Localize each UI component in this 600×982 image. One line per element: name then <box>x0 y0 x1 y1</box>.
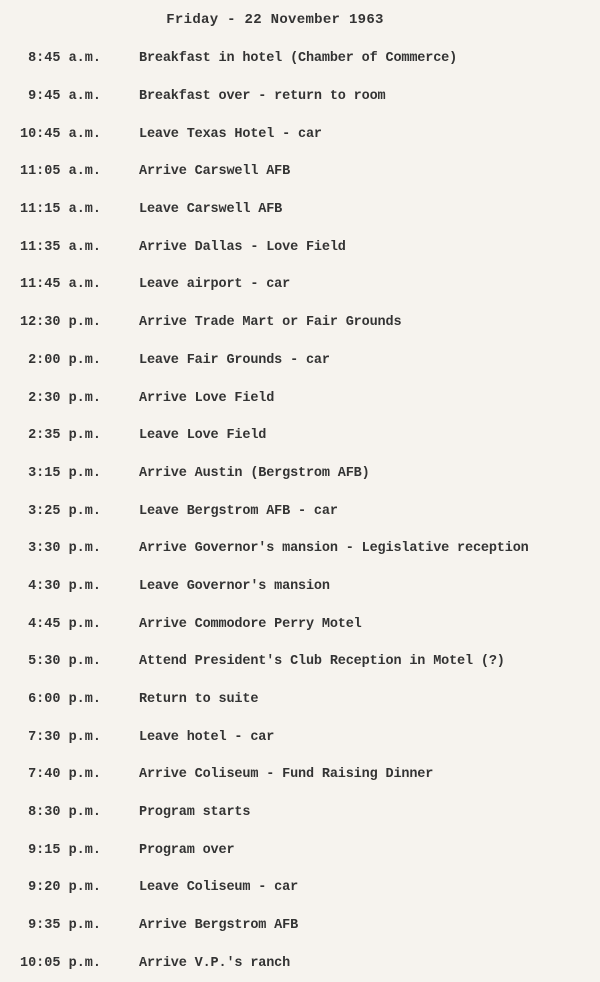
list-item <box>0 756 600 794</box>
entry-event: Return to suite <box>139 692 258 707</box>
list-item <box>0 191 600 229</box>
list-item <box>0 115 600 153</box>
entry-time: 2:30 p.m. <box>0 391 103 406</box>
entry-event: Arrive V.P.'s ranch <box>139 956 290 971</box>
list-item <box>0 907 600 945</box>
entry-time: 12:30 p.m. <box>0 315 103 330</box>
entry-event: Leave hotel - car <box>139 730 274 745</box>
entry-event: Arrive Governor's mansion - Legislative reception <box>139 541 529 556</box>
entry-event: Arrive Bergstrom AFB <box>139 918 298 933</box>
entry-time: 8:30 p.m. <box>0 805 103 820</box>
entry-event: Leave Love Field <box>139 428 266 443</box>
list-item <box>0 869 600 907</box>
list-item <box>0 643 600 681</box>
list-item <box>0 794 600 832</box>
list-item <box>0 492 600 530</box>
entry-time: 5:30 p.m. <box>0 654 103 669</box>
entry-event: Arrive Love Field <box>139 391 274 406</box>
list-item <box>0 153 600 191</box>
entry-time: 9:15 p.m. <box>0 843 103 858</box>
entry-event: Arrive Trade Mart or Fair Grounds <box>139 315 401 330</box>
entry-time: 9:35 p.m. <box>0 918 103 933</box>
entry-time: 4:30 p.m. <box>0 579 103 594</box>
list-item <box>0 681 600 719</box>
list-item <box>0 40 600 78</box>
entry-event: Leave Texas Hotel - car <box>139 127 322 142</box>
schedule-list <box>0 40 600 982</box>
entry-event: Leave Bergstrom AFB - car <box>139 504 338 519</box>
entry-time: 3:25 p.m. <box>0 504 103 519</box>
list-item <box>0 605 600 643</box>
entry-event: Leave Coliseum - car <box>139 880 298 895</box>
entry-time: 7:40 p.m. <box>0 767 103 782</box>
list-item <box>0 417 600 455</box>
entry-event: Breakfast over - return to room <box>139 89 386 104</box>
entry-event: Arrive Carswell AFB <box>139 164 290 179</box>
entry-event: Arrive Dallas - Love Field <box>139 240 346 255</box>
list-item <box>0 266 600 304</box>
entry-time: 7:30 p.m. <box>0 730 103 745</box>
entry-event: Leave airport - car <box>139 277 290 292</box>
entry-event: Attend President's Club Reception in Motel (?) <box>139 654 505 669</box>
list-item <box>0 228 600 266</box>
entry-time: 10:45 a.m. <box>0 127 103 142</box>
list-item <box>0 379 600 417</box>
entry-event: Arrive Austin (Bergstrom AFB) <box>139 466 370 481</box>
list-item <box>0 342 600 380</box>
list-item <box>0 831 600 869</box>
page-title: Friday - 22 November 1963 <box>0 12 550 28</box>
entry-event: Program starts <box>139 805 250 820</box>
entry-event: Leave Governor's mansion <box>139 579 330 594</box>
list-item <box>0 568 600 606</box>
entry-time: 3:30 p.m. <box>0 541 103 556</box>
entry-event: Arrive Coliseum - Fund Raising Dinner <box>139 767 433 782</box>
entry-time: 11:35 a.m. <box>0 240 103 255</box>
entry-time: 11:15 a.m. <box>0 202 103 217</box>
entry-time: 9:20 p.m. <box>0 880 103 895</box>
list-item <box>0 945 600 982</box>
list-item <box>0 78 600 116</box>
entry-time: 10:05 p.m. <box>0 956 103 971</box>
list-item <box>0 455 600 493</box>
entry-time: 8:45 a.m. <box>0 51 103 66</box>
list-item <box>0 718 600 756</box>
entry-time: 2:00 p.m. <box>0 353 103 368</box>
entry-time: 4:45 p.m. <box>0 617 103 632</box>
entry-event: Leave Carswell AFB <box>139 202 282 217</box>
entry-time: 11:05 a.m. <box>0 164 103 179</box>
entry-event: Arrive Commodore Perry Motel <box>139 617 362 632</box>
entry-time: 6:00 p.m. <box>0 692 103 707</box>
list-item <box>0 304 600 342</box>
entry-event: Program over <box>139 843 234 858</box>
entry-time: 11:45 a.m. <box>0 277 103 292</box>
entry-time: 3:15 p.m. <box>0 466 103 481</box>
entry-time: 9:45 a.m. <box>0 89 103 104</box>
entry-time: 2:35 p.m. <box>0 428 103 443</box>
list-item <box>0 530 600 568</box>
entry-event: Leave Fair Grounds - car <box>139 353 330 368</box>
entry-event: Breakfast in hotel (Chamber of Commerce) <box>139 51 457 66</box>
